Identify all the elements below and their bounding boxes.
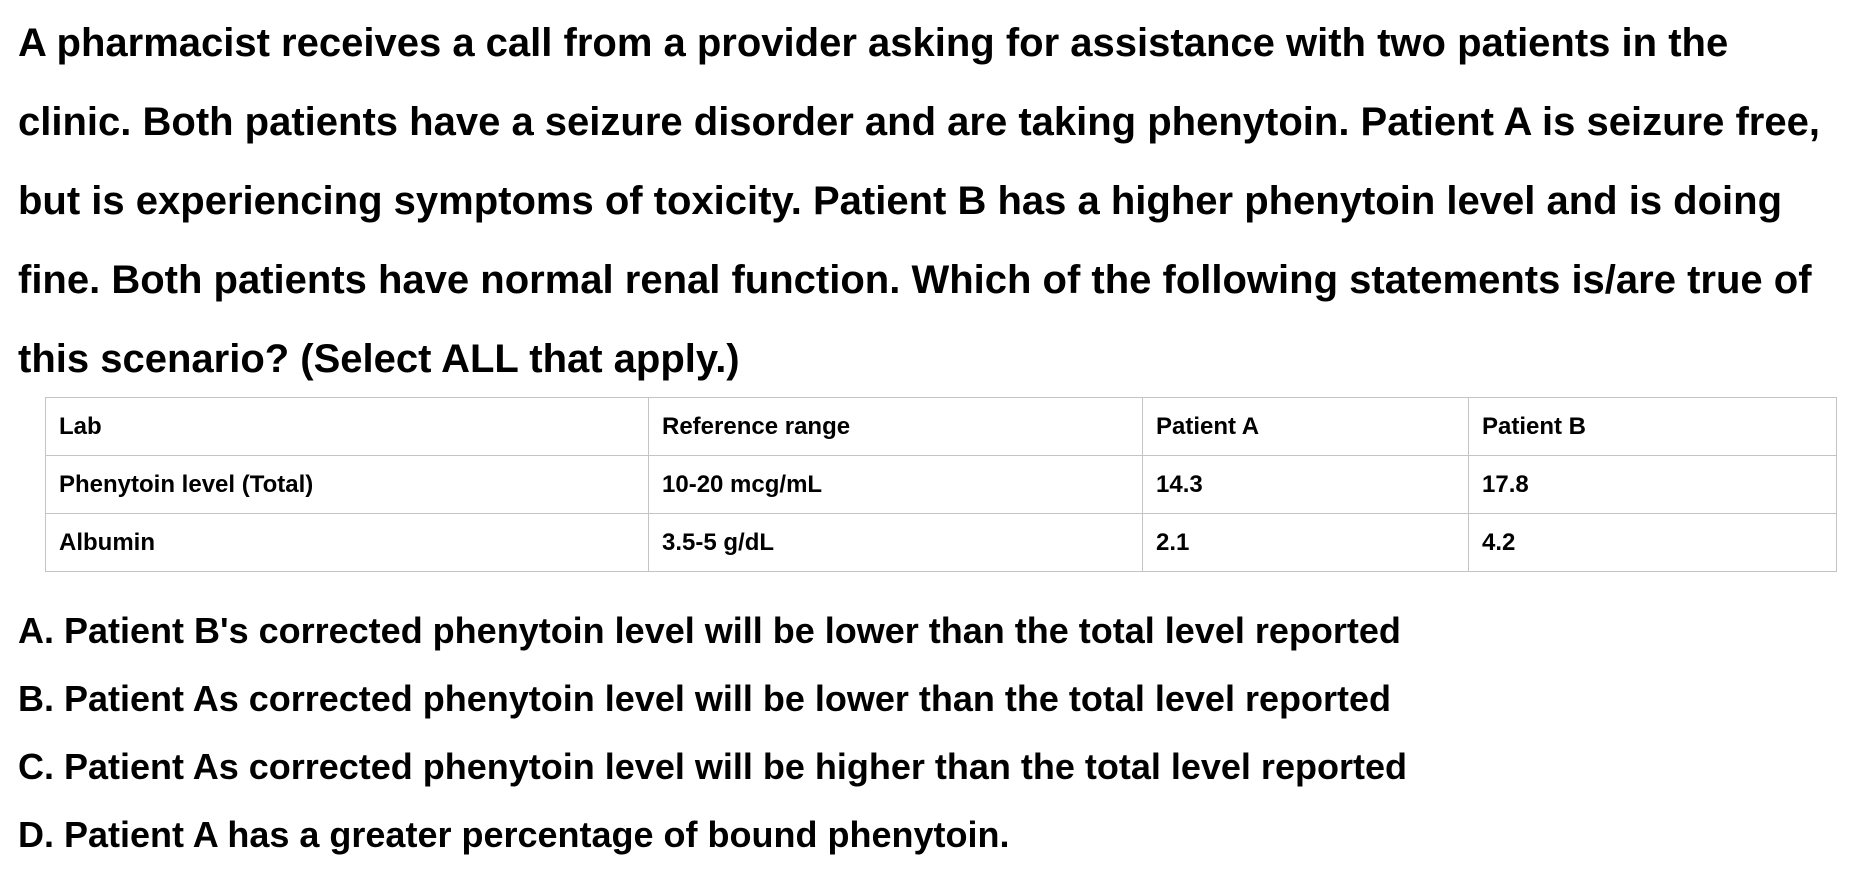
option-a[interactable]: A. Patient B's corrected phenytoin level will be lower than the total level reported: [18, 610, 1401, 651]
header-patient-a: Patient A: [1143, 398, 1469, 456]
reference-range-cell: 3.5-5 g/dL: [649, 514, 1143, 572]
patient-a-value-cell: 14.3: [1143, 456, 1469, 514]
patient-a-value-cell: 2.1: [1143, 514, 1469, 572]
header-reference-range: Reference range: [649, 398, 1143, 456]
header-lab: Lab: [46, 398, 649, 456]
question-text: A pharmacist receives a call from a provider asking for assistance with two patients in the clinic. Both patients have a seizure disorder and are taking phenytoin. Patient A is seizure free, but is experiencing symptoms of toxicity. Patient B has a higher phenytoin level and is doing fine. Both patients have normal renal function. Which of the following statements is/are true of this scenario? (Select ALL that apply.): [18, 21, 1820, 381]
reference-range-cell: 10-20 mcg/mL: [649, 456, 1143, 514]
option-c[interactable]: C. Patient As corrected phenytoin level will be higher than the total level reported: [18, 746, 1407, 787]
table-row: [46, 456, 1837, 514]
lab-name-cell: Phenytoin level (Total): [46, 456, 649, 514]
option-b[interactable]: B. Patient As corrected phenytoin level will be lower than the total level reported: [18, 678, 1391, 719]
option-d[interactable]: D. Patient A has a greater percentage of bound phenytoin.: [18, 814, 1010, 855]
patient-b-value-cell: 17.8: [1469, 456, 1837, 514]
header-patient-b: Patient B: [1469, 398, 1837, 456]
lab-results-table: [45, 397, 1837, 572]
table-header-row: [46, 398, 1837, 456]
patient-b-value-cell: 4.2: [1469, 514, 1837, 572]
table-row: [46, 514, 1837, 572]
lab-name-cell: Albumin: [46, 514, 649, 572]
answer-options-list: [18, 607, 1407, 879]
